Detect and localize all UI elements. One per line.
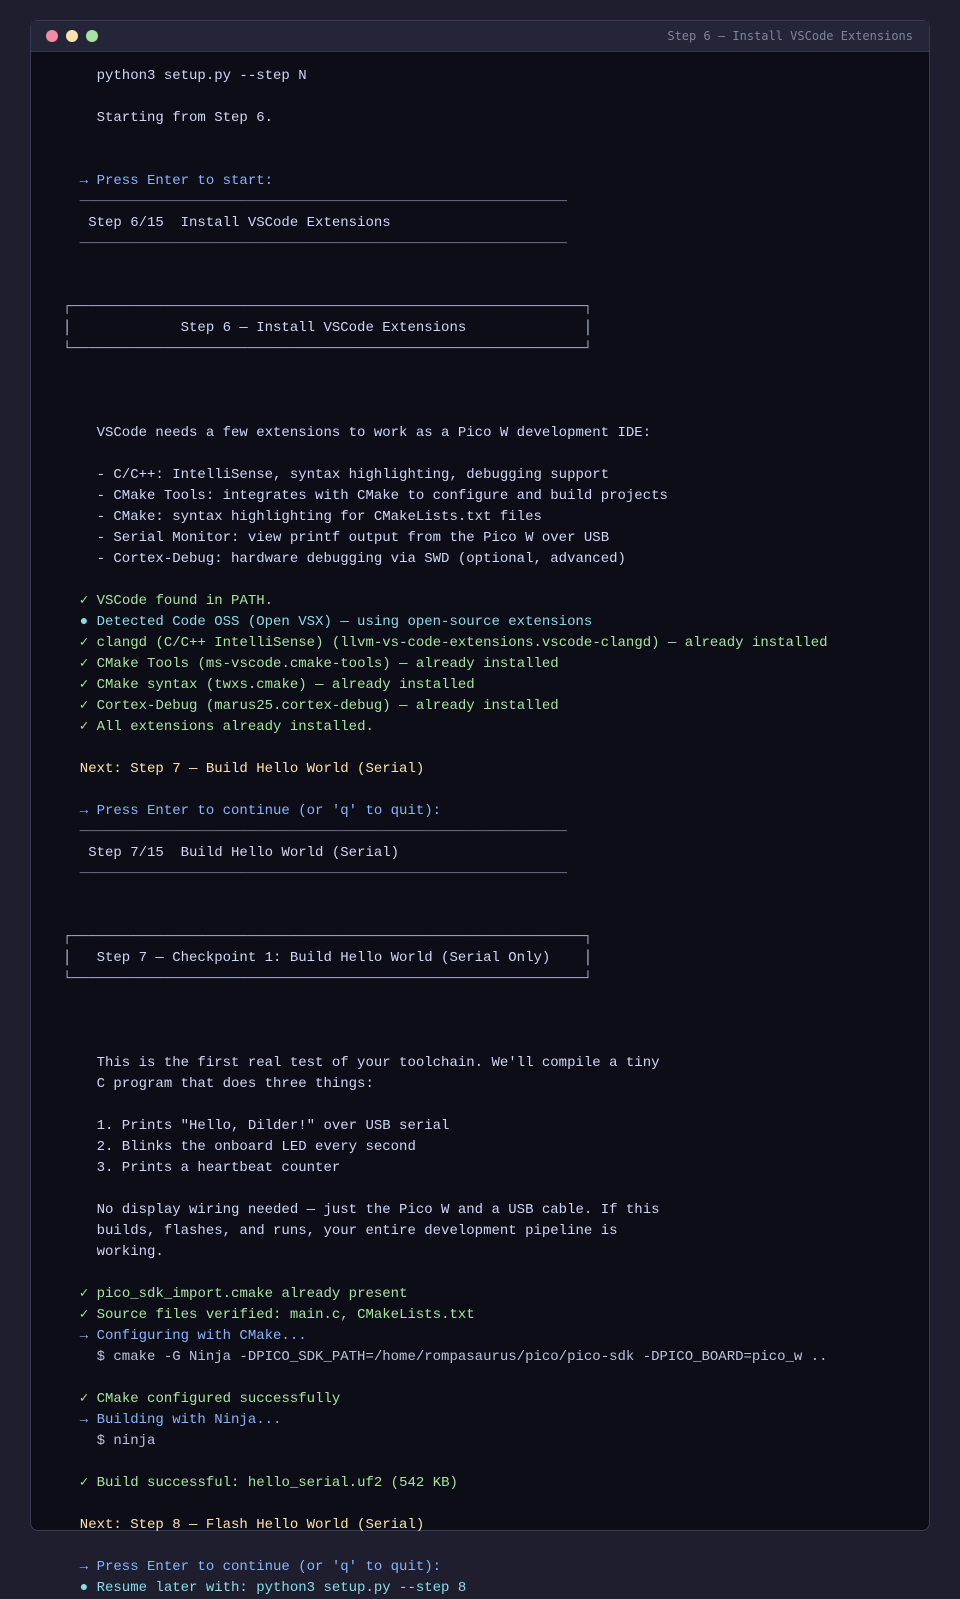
terminal-line xyxy=(31,66,929,87)
terminal-line xyxy=(31,507,929,528)
terminal-line-text: ✓ CMake configured successfully xyxy=(63,1391,341,1407)
terminal-line xyxy=(31,1347,929,1368)
terminal-line-text: $ cmake -G Ninja -DPICO_SDK_PATH=/home/rompasaurus/pico/pico-sdk -DPICO_BOARD=pico_w .. xyxy=(63,1349,828,1365)
terminal-line xyxy=(31,633,929,654)
terminal-line xyxy=(31,402,929,423)
terminal-line-text: → Building with Ninja... xyxy=(63,1412,282,1428)
terminal-line xyxy=(31,612,929,633)
terminal-line-text: C program that does three things: xyxy=(63,1076,374,1092)
terminal-line xyxy=(31,591,929,612)
terminal-line xyxy=(31,780,929,801)
maximize-window-button[interactable] xyxy=(86,30,98,42)
terminal-line xyxy=(31,360,929,381)
terminal-line xyxy=(31,1221,929,1242)
terminal-line xyxy=(31,1494,929,1515)
terminal-line xyxy=(31,1179,929,1200)
terminal-line-text: Step 6/15 Install VSCode Extensions xyxy=(63,215,391,231)
terminal-line xyxy=(31,1116,929,1137)
terminal-line xyxy=(31,234,929,255)
terminal-line-text: - Cortex-Debug: hardware debugging via SWD (optional, advanced) xyxy=(63,551,626,567)
terminal-line xyxy=(31,1305,929,1326)
terminal-line xyxy=(31,1515,929,1536)
terminal-line-text: python3 setup.py --step N xyxy=(63,68,307,84)
terminal-line-text: ✓ Source files verified: main.c, CMakeLists.txt xyxy=(63,1307,475,1323)
terminal-line xyxy=(31,1431,929,1452)
terminal-line-text: ✓ CMake Tools (ms-vscode.cmake-tools) — already installed xyxy=(63,656,559,672)
terminal-line-text: builds, flashes, and runs, your entire development pipeline is xyxy=(63,1223,618,1239)
terminal-line xyxy=(31,864,929,885)
terminal-line-text: ✓ All extensions already installed. xyxy=(63,719,374,735)
terminal-line xyxy=(31,1326,929,1347)
minimize-window-button[interactable] xyxy=(66,30,78,42)
terminal-line xyxy=(31,528,929,549)
terminal-line-text: No display wiring needed — just the Pico W and a USB cable. If this xyxy=(63,1202,660,1218)
terminal-output[interactable] xyxy=(31,66,929,1599)
terminal-line-text: ● Resume later with: python3 setup.py --step 8 xyxy=(63,1580,467,1596)
terminal-line xyxy=(31,297,929,318)
terminal-line-text: - C/C++: IntelliSense, syntax highlighting, debugging support xyxy=(63,467,610,483)
terminal-line xyxy=(31,1011,929,1032)
terminal-line xyxy=(31,1557,929,1578)
terminal-line xyxy=(31,801,929,822)
terminal-line xyxy=(31,444,929,465)
close-window-button[interactable] xyxy=(46,30,58,42)
terminal-line-text: ────────────────────────────────────────────────────────── xyxy=(63,824,568,840)
terminal-line xyxy=(31,570,929,591)
terminal-line xyxy=(31,1263,929,1284)
terminal-line xyxy=(31,1410,929,1431)
terminal-line xyxy=(31,192,929,213)
terminal-line-text: ┌─────────────────────────────────────────────────────────────┐ xyxy=(63,929,593,945)
terminal-line-text: ────────────────────────────────────────────────────────── xyxy=(63,194,568,210)
terminal-line xyxy=(31,1095,929,1116)
terminal-line xyxy=(31,549,929,570)
terminal-line xyxy=(31,276,929,297)
title-bar xyxy=(31,21,929,52)
terminal-line-text: Starting from Step 6. xyxy=(63,110,274,126)
terminal-line xyxy=(31,87,929,108)
terminal-line-text: - CMake Tools: integrates with CMake to configure and build projects xyxy=(63,488,668,504)
terminal-line-text: │ Step 6 — Install VSCode Extensions │ xyxy=(63,320,593,336)
terminal-line-text: ✓ CMake syntax (twxs.cmake) — already installed xyxy=(63,677,475,693)
terminal-line-text: └─────────────────────────────────────────────────────────────┘ xyxy=(63,971,593,987)
terminal-line xyxy=(31,1137,929,1158)
terminal-line xyxy=(31,1242,929,1263)
terminal-line xyxy=(31,150,929,171)
terminal-line xyxy=(31,1578,929,1599)
terminal-line xyxy=(31,486,929,507)
terminal-line-text: Step 7/15 Build Hello World (Serial) xyxy=(63,845,400,861)
terminal-line-text: 1. Prints "Hello, Dilder!" over USB serial xyxy=(63,1118,450,1134)
terminal-line xyxy=(31,1053,929,1074)
terminal-line xyxy=(31,129,929,150)
terminal-line xyxy=(31,1536,929,1557)
terminal-line xyxy=(31,738,929,759)
terminal-line xyxy=(31,654,929,675)
terminal-line xyxy=(31,381,929,402)
terminal-line-text: 3. Prints a heartbeat counter xyxy=(63,1160,341,1176)
terminal-line xyxy=(31,927,929,948)
terminal-line xyxy=(31,1473,929,1494)
terminal-line xyxy=(31,1200,929,1221)
terminal-line-text: ────────────────────────────────────────────────────────── xyxy=(63,236,568,252)
terminal-line-text: $ ninja xyxy=(63,1433,156,1449)
terminal-line xyxy=(31,1032,929,1053)
terminal-line xyxy=(31,906,929,927)
terminal-line xyxy=(31,255,929,276)
terminal-line xyxy=(31,1368,929,1389)
terminal-line-text: └─────────────────────────────────────────────────────────────┘ xyxy=(63,341,593,357)
terminal-line-text: - CMake: syntax highlighting for CMakeLists.txt files xyxy=(63,509,542,525)
terminal-line xyxy=(31,990,929,1011)
terminal-line xyxy=(31,675,929,696)
terminal-line xyxy=(31,759,929,780)
terminal-line-text: This is the first real test of your toolchain. We'll compile a tiny xyxy=(63,1055,660,1071)
terminal-line-text: ────────────────────────────────────────────────────────── xyxy=(63,866,568,882)
terminal-line-text: ✓ Build successful: hello_serial.uf2 (542 KB) xyxy=(63,1475,458,1491)
terminal-line-text: Next: Step 7 — Build Hello World (Serial) xyxy=(63,761,425,777)
terminal-line xyxy=(31,213,929,234)
terminal-line xyxy=(31,171,929,192)
terminal-line xyxy=(31,696,929,717)
terminal-line-text: → Configuring with CMake... xyxy=(63,1328,307,1344)
terminal-line xyxy=(31,1284,929,1305)
terminal-line xyxy=(31,843,929,864)
terminal-line xyxy=(31,885,929,906)
terminal-line xyxy=(31,969,929,990)
terminal-line-text: working. xyxy=(63,1244,164,1260)
terminal-line-text: → Press Enter to continue (or 'q' to quit): xyxy=(63,1559,442,1575)
terminal-line xyxy=(31,108,929,129)
terminal-line xyxy=(31,465,929,486)
terminal-line-text: 2. Blinks the onboard LED every second xyxy=(63,1139,416,1155)
terminal-line xyxy=(31,1389,929,1410)
terminal-line xyxy=(31,318,929,339)
terminal-line-text: ✓ VSCode found in PATH. xyxy=(63,593,274,609)
terminal-line-text: ● Detected Code OSS (Open VSX) — using open-source extensions xyxy=(63,614,593,630)
terminal-line-text: ✓ Cortex-Debug (marus25.cortex-debug) — already installed xyxy=(63,698,559,714)
terminal-line-text: VSCode needs a few extensions to work as a Pico W development IDE: xyxy=(63,425,652,441)
terminal-line xyxy=(31,717,929,738)
terminal-line-text: ✓ pico_sdk_import.cmake already present xyxy=(63,1286,408,1302)
terminal-line-text: │ Step 7 — Checkpoint 1: Build Hello World (Serial Only) │ xyxy=(63,950,593,966)
terminal-line xyxy=(31,423,929,444)
terminal-line-text: ┌─────────────────────────────────────────────────────────────┐ xyxy=(63,299,593,315)
terminal-line xyxy=(31,1452,929,1473)
terminal-line xyxy=(31,948,929,969)
terminal-line xyxy=(31,822,929,843)
terminal-window xyxy=(30,20,930,1596)
terminal-line-text: → Press Enter to start: xyxy=(63,173,274,189)
terminal-line-text: → Press Enter to continue (or 'q' to quit): xyxy=(63,803,442,819)
window-title: Step 6 — Install VSCode Extensions xyxy=(667,29,913,43)
terminal-line xyxy=(31,1074,929,1095)
terminal-line-text: Next: Step 8 — Flash Hello World (Serial) xyxy=(63,1517,425,1533)
terminal-line xyxy=(31,1158,929,1179)
terminal-line-text: - Serial Monitor: view printf output from the Pico W over USB xyxy=(63,530,610,546)
terminal-line-text: ✓ clangd (C/C++ IntelliSense) (llvm-vs-code-extensions.vscode-clangd) — already installed xyxy=(63,635,828,651)
terminal-line xyxy=(31,339,929,360)
